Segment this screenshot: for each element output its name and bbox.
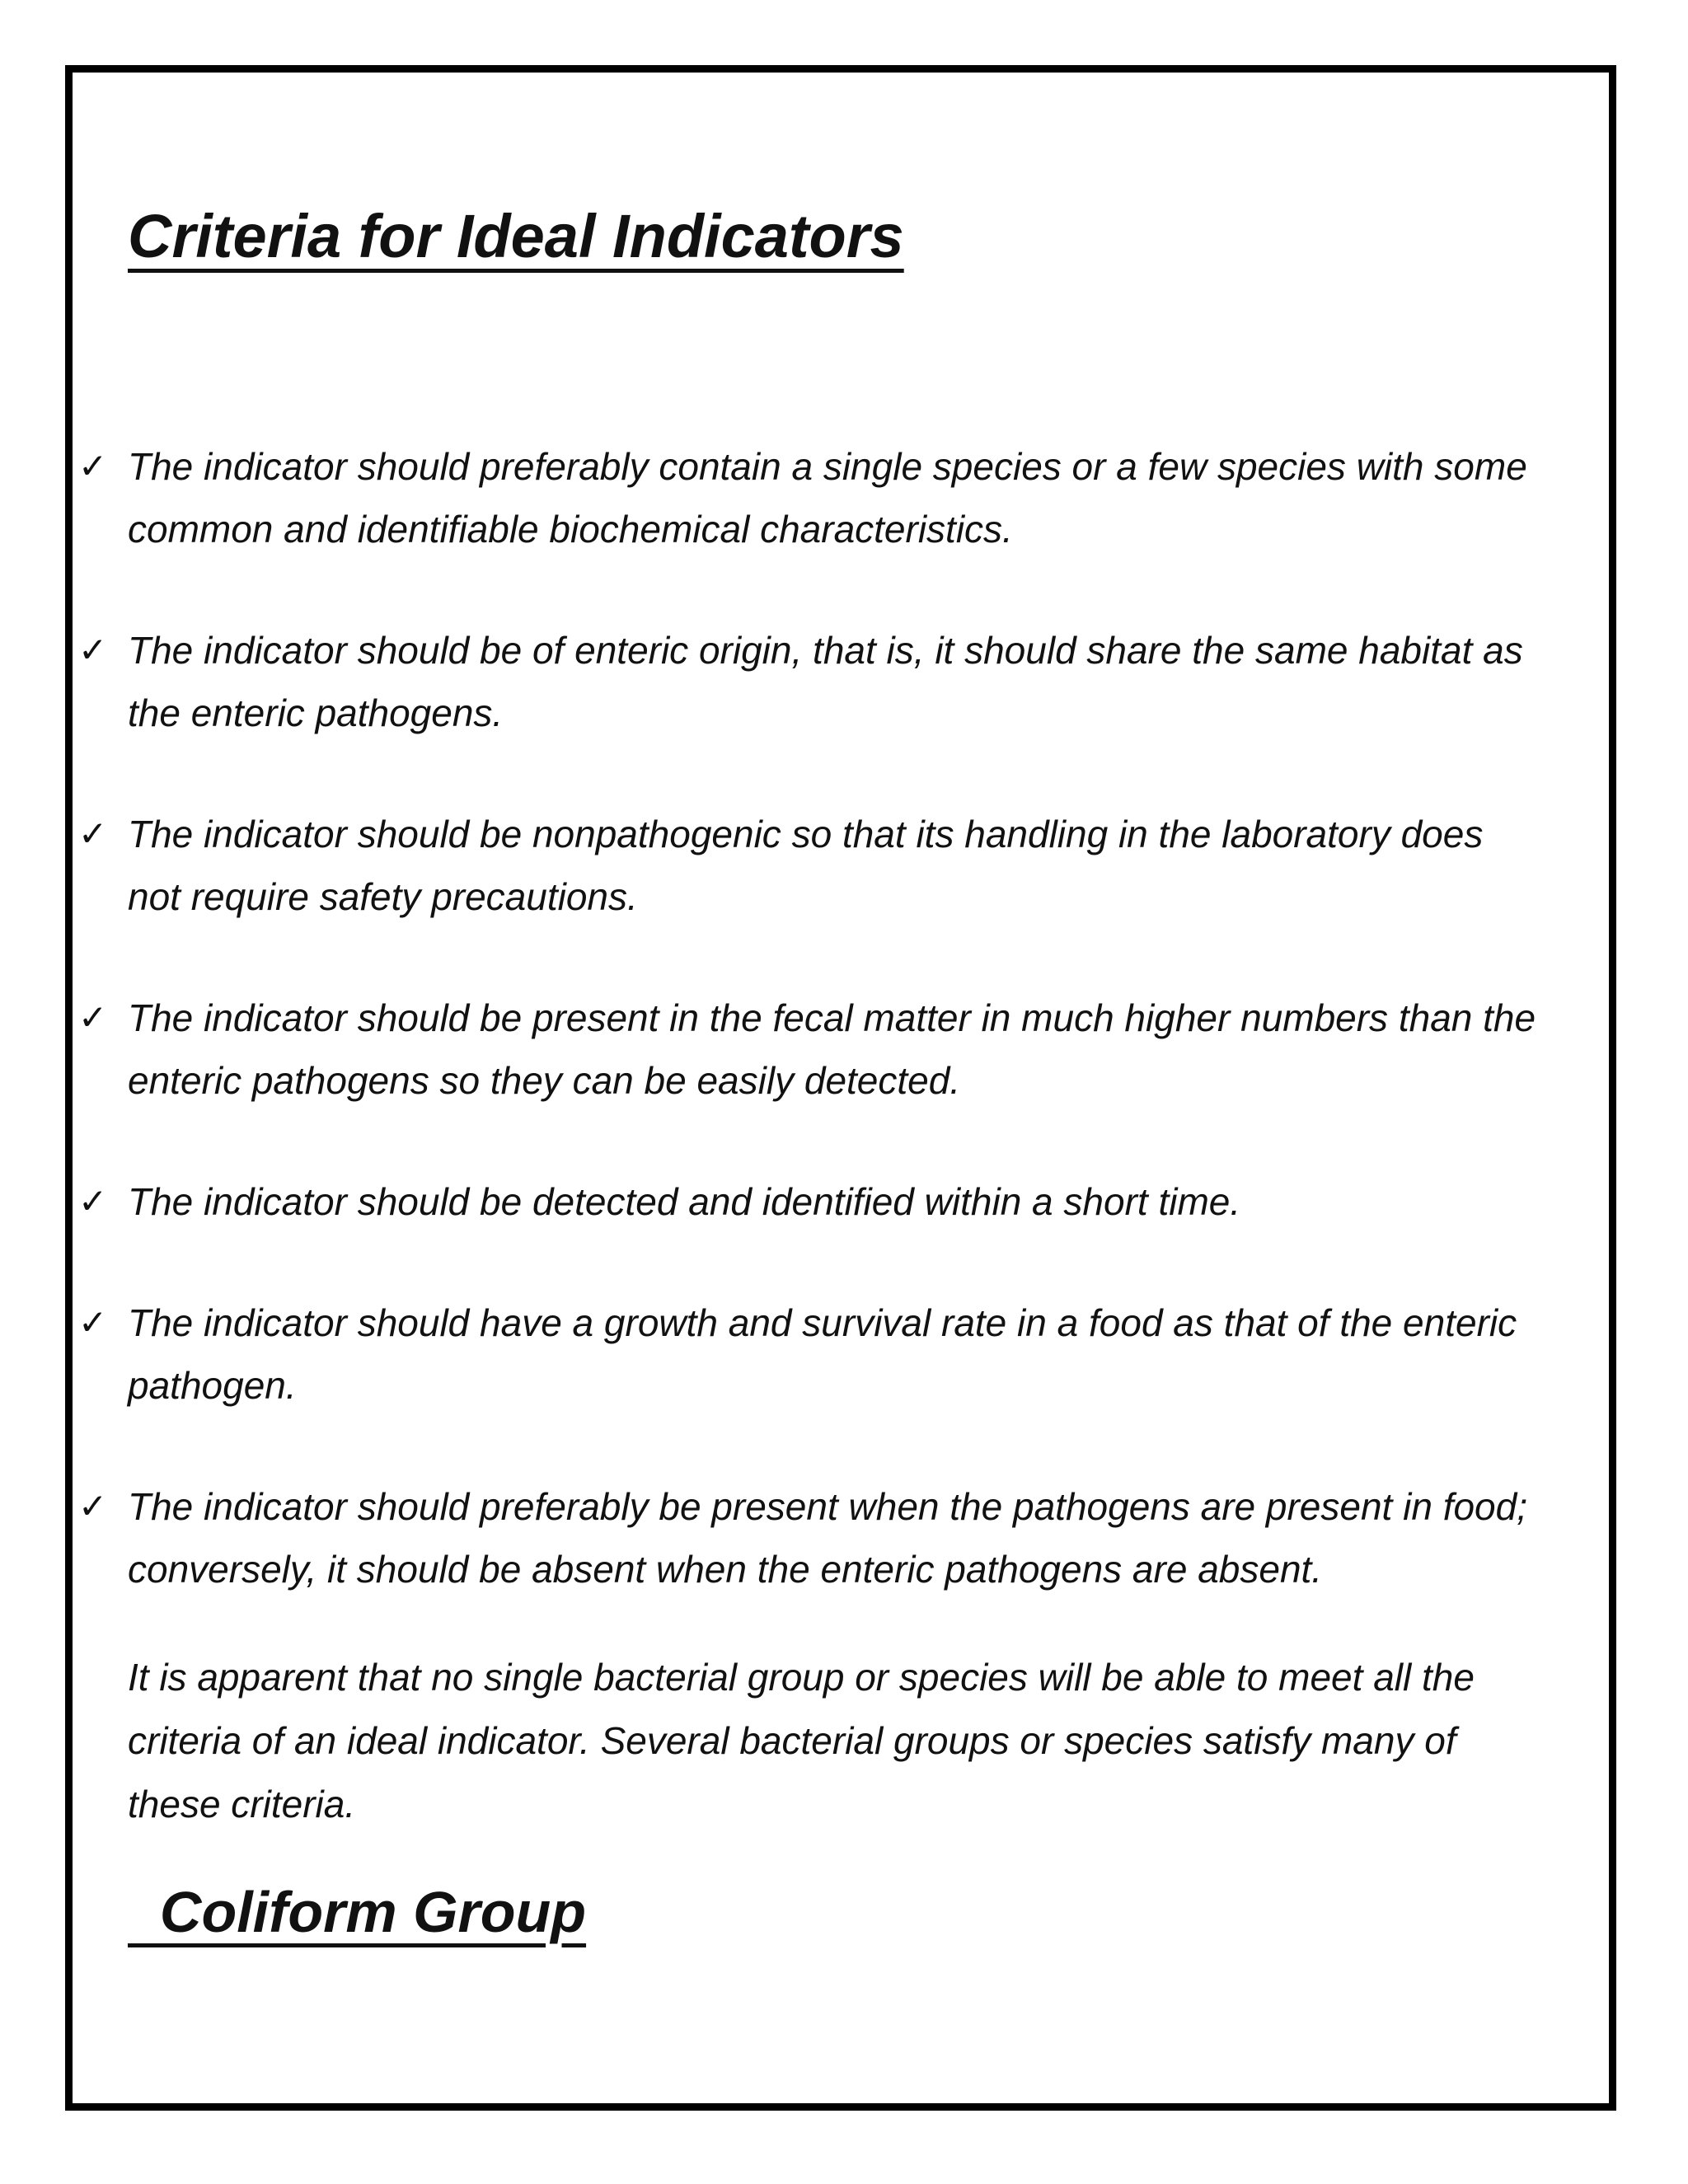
conclusion-paragraph: It is apparent that no single bacterial group or species will be able to meet all the criteria of an ideal indicator. Several bacterial groups or species satisfy many of these criteria. (128, 1656, 1475, 1825)
checkmark-icon: ✓ (78, 630, 108, 670)
section-heading: Coliform Group (128, 1880, 587, 1944)
checkmark-icon: ✓ (78, 1486, 108, 1526)
list-item (78, 1170, 1545, 1233)
list-item (78, 619, 1545, 744)
list-item (78, 1475, 1545, 1601)
page-title: Criteria for Ideal Indicators (128, 202, 904, 270)
criterion-text: The indicator should be present in the fecal matter in much higher numbers than the enteric pathogens so they can be easily detected. (128, 996, 1536, 1102)
checkmark-icon: ✓ (78, 813, 108, 854)
criterion-text: The indicator should preferably contain a single species or a few species with some common and identifiable biochemical characteristics. (128, 445, 1527, 551)
list-item (78, 803, 1545, 928)
checkmark-icon: ✓ (78, 997, 108, 1038)
criteria-list (78, 435, 1545, 1659)
criterion-text: The indicator should be nonpathogenic so that its handling in the laboratory does not require safety precautions. (128, 813, 1484, 918)
list-item (78, 987, 1545, 1112)
list-item (78, 1291, 1545, 1417)
criterion-text: The indicator should have a growth and survival rate in a food as that of the enteric pathogen. (128, 1301, 1517, 1407)
checkmark-icon: ✓ (78, 1302, 108, 1343)
criterion-text: The indicator should be of enteric origin, that is, it should share the same habitat as the enteric pathogens. (128, 629, 1523, 734)
list-item (78, 435, 1545, 560)
criterion-text: The indicator should preferably be present when the pathogens are present in food; conversely, it should be absent when the enteric pathogens are absent. (128, 1485, 1528, 1591)
criterion-text: The indicator should be detected and identified within a short time. (128, 1180, 1241, 1223)
checkmark-icon: ✓ (78, 1181, 108, 1221)
checkmark-icon: ✓ (78, 446, 108, 486)
